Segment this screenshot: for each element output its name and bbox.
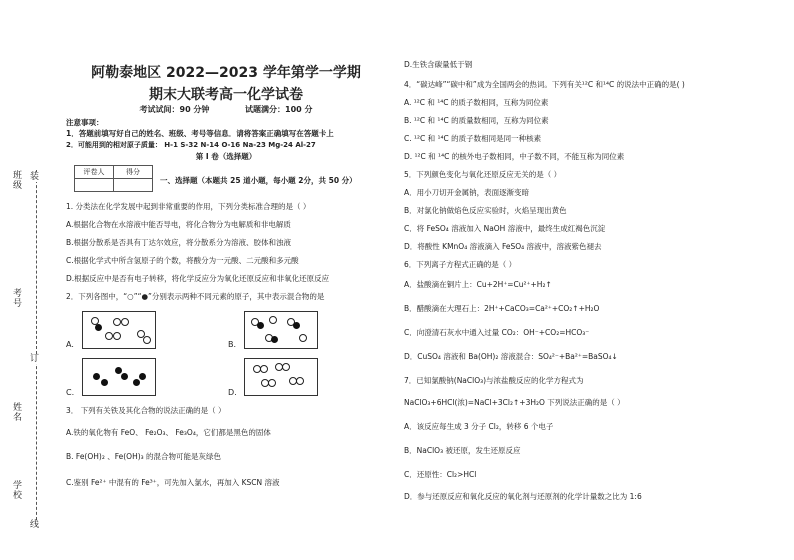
black-atom xyxy=(95,324,102,331)
white-atom xyxy=(143,336,151,344)
score-table-cell[interactable] xyxy=(114,179,153,192)
score-table-header-grader: 评卷人 xyxy=(75,166,114,179)
white-atom xyxy=(260,365,268,373)
score-table xyxy=(74,165,153,192)
exam-title-line2: 期末大联考高一化学试卷 xyxy=(149,87,303,103)
q6-option-a: A．盐酸滴在铜片上：Cu+2H⁺=Cu²⁺+H₂↑ xyxy=(404,280,552,289)
q2-stem: 2．下列各图中，“○”“●”分别表示两种不同元素的原子，其中表示混合物的是 xyxy=(66,292,325,301)
section1-heading: 一、选择题（本题共 25 道小题，每小题 2分，共 50 分） xyxy=(160,176,357,185)
white-atom xyxy=(113,332,121,340)
q6-option-c: C．向澄清石灰水中通入过量 CO₂：OH⁻+CO₂=HCO₃⁻ xyxy=(404,328,590,337)
q7-option-c: C．还原性：Cl₂>HCl xyxy=(404,470,477,479)
white-atom xyxy=(105,332,113,340)
q2-option-c-label: C. xyxy=(66,388,75,397)
q3-option-c: C.鉴别 Fe²⁺ 中混有的 Fe³⁺，可先加入氯水，再加入 KSCN 溶液 xyxy=(66,478,280,487)
exam-meta xyxy=(66,104,386,115)
exam-no-label: 考号 xyxy=(11,288,21,308)
binding-dashed-line xyxy=(36,170,37,530)
q3-option-b: B. Fe(OH)₂ 、Fe(OH)₃ 的混合物可能是灰绿色 xyxy=(66,452,222,461)
q6-stem: 6．下列离子方程式正确的是（ ） xyxy=(404,260,517,269)
black-atom xyxy=(139,373,146,380)
q4-option-b: B. ¹²C 和 ¹⁴C 的质量数相同，互称为同位素 xyxy=(404,116,549,125)
q6-option-b: B．醋酸滴在大理石上：2H⁺+CaCO₃=Ca²⁺+CO₂↑+H₂O xyxy=(404,304,600,313)
black-atom xyxy=(293,322,300,329)
notes-item-1: 1．答题前填写好自己的姓名、班级、考号等信息．请将答案正确填写在答题卡上 xyxy=(66,129,334,138)
school-label: 学校 xyxy=(11,480,21,500)
q2-option-d-label: D. xyxy=(228,388,237,397)
binding-mark-xian: 线 xyxy=(30,520,40,530)
q7-option-d: D．参与还原反应和氧化反应的氧化剂与还原剂的化学计量数之比为 1:6 xyxy=(404,492,642,501)
black-atom xyxy=(115,367,122,374)
black-atom xyxy=(271,336,278,343)
full-score: 试题满分：100 分 xyxy=(245,105,313,114)
q1-option-d: D.根据反应中是否有电子转移，将化学反应分为氧化还原反应和非氧化还原反应 xyxy=(66,274,330,283)
q7-equation: NaClO₃+6HCl(浓)=NaCl+3Cl₂↑+3H₂O 下列说法正确的是（ ） xyxy=(404,398,625,407)
q1-option-a: A.根据化合物在水溶液中能否导电，将化合物分为电解质和非电解质 xyxy=(66,220,291,229)
q1-option-b: B.根据分散系是否具有丁达尔效应，将分散系分为溶液、胶体和浊液 xyxy=(66,238,292,247)
q7-option-b: B．NaClO₃ 被还原，发生还原反应 xyxy=(404,446,521,455)
q2-figure-a xyxy=(82,311,156,349)
binding-mark-zhuang: 装 xyxy=(30,172,40,182)
white-atom xyxy=(113,318,121,326)
q3-stem: 3． 下列有关铁及其化合物的说法正确的是（ ） xyxy=(66,406,226,415)
white-atom xyxy=(299,334,307,342)
q4-option-a: A. ¹²C 和 ¹⁴C 的质子数相同，互称为同位素 xyxy=(404,98,549,107)
binding-strip xyxy=(6,170,40,530)
q3-option-d: D.生铁含碳量低于钢 xyxy=(404,60,473,69)
q4-stem: 4．“碳达峰”“碳中和”成为全国两会的热词。下列有关¹²C 和¹⁴C 的说法中正确的是( ) xyxy=(404,80,685,89)
q7-stem: 7．已知氯酸钠(NaClO₃)与浓盐酸反应的化学方程式为 xyxy=(404,376,584,385)
q5-stem: 5．下列颜色变化与氧化还原反应无关的是（ ） xyxy=(404,170,562,179)
white-atom xyxy=(268,379,276,387)
white-atom xyxy=(121,318,129,326)
q2-figure-c xyxy=(82,358,156,396)
q2-figure-b xyxy=(244,311,318,349)
class-label: 班级 xyxy=(11,170,21,190)
q1-stem: 1. 分类法在化学发展中起到非常重要的作用，下列分类标准合理的是（ ） xyxy=(66,202,311,211)
black-atom xyxy=(133,379,140,386)
notes-heading: 注意事项： xyxy=(66,118,104,127)
black-atom xyxy=(257,322,264,329)
q5-option-b: B．对氯化钠做焰色反应实验时，火焰呈现出黄色 xyxy=(404,206,567,215)
black-atom xyxy=(93,373,100,380)
black-atom xyxy=(121,373,128,380)
white-atom xyxy=(296,377,304,385)
q2-option-a-label: A. xyxy=(66,340,74,349)
q5-option-d: D．将酸性 KMnO₄ 溶液滴入 FeSO₄ 溶液中，溶液紫色褪去 xyxy=(404,242,602,251)
binding-mark-ding: 订 xyxy=(30,354,40,364)
exam-title-line1: 阿勒泰地区 2022—2023 学年第学一学期 xyxy=(91,65,361,81)
white-atom xyxy=(282,363,290,371)
score-table-header-score: 得分 xyxy=(114,166,153,179)
exam-time: 考试试间：90 分钟 xyxy=(139,105,210,114)
q5-option-a: A．用小刀切开金属钠，表面逐渐变暗 xyxy=(404,188,530,197)
q1-option-c: C.根据化学式中所含氢原子的个数，将酸分为一元酸、二元酸和多元酸 xyxy=(66,256,299,265)
q2-figure-d xyxy=(244,358,318,396)
q6-option-d: D．CuSO₄ 溶液和 Ba(OH)₂ 溶液混合：SO₄²⁻+Ba²⁺=BaSO₄↓ xyxy=(404,352,618,361)
black-atom xyxy=(101,379,108,386)
q3-option-a: A.铁的氧化物有 FeO、 Fe₂O₃、 Fe₃O₄，它们都是黑色的固体 xyxy=(66,428,271,437)
name-label: 姓名 xyxy=(11,402,21,422)
notes-item-2: 2．可能用到的相对原子质量： H-1 S-32 N-14 O-16 Na-23 Mg-24 Al-27 xyxy=(66,141,316,149)
score-table-cell[interactable] xyxy=(75,179,114,192)
q2-option-b-label: B. xyxy=(228,340,237,349)
q5-option-c: C．将 FeSO₄ 溶液加入 NaOH 溶液中，最终生成红褐色沉淀 xyxy=(404,224,606,233)
section-title: 第 I 卷（选择题） xyxy=(195,152,257,161)
white-atom xyxy=(269,316,277,324)
q4-option-c: C. ¹²C 和 ¹⁴C 的质子数相同是同一种核素 xyxy=(404,134,542,143)
q4-option-d: D. ¹²C 和 ¹⁴C 的核外电子数相同，中子数不同，不能互称为同位素 xyxy=(404,152,625,161)
q7-option-a: A．该反应每生成 3 分子 Cl₂，转移 6 个电子 xyxy=(404,422,554,431)
